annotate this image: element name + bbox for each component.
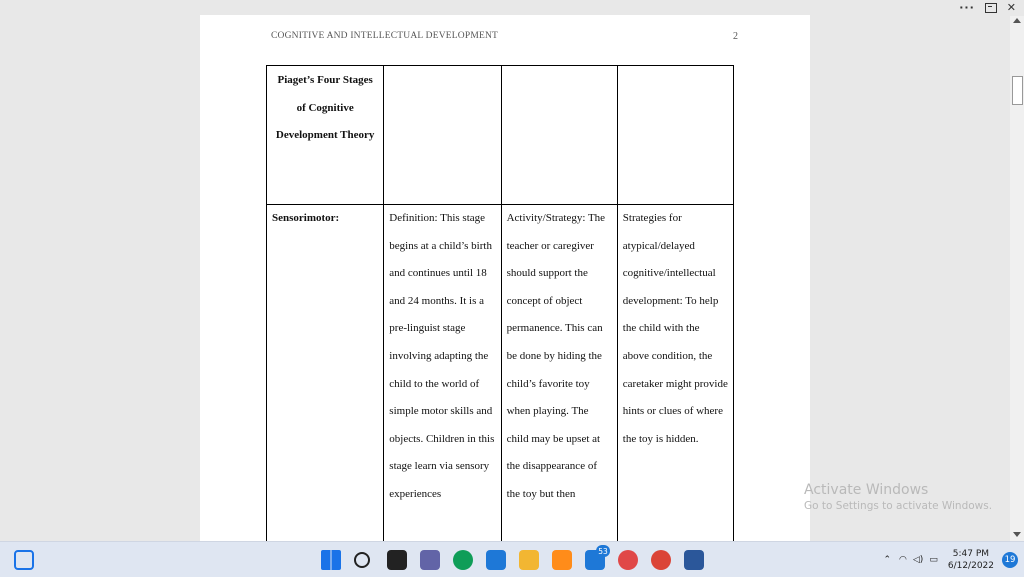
clock[interactable] bbox=[948, 548, 994, 572]
stage-name-cell[interactable]: Sensorimotor: bbox=[267, 205, 384, 542]
watermark-subtitle: Go to Settings to activate Windows. bbox=[804, 500, 993, 512]
activation-watermark bbox=[804, 482, 992, 512]
stages-table bbox=[266, 65, 734, 541]
volume-icon[interactable]: ◁) bbox=[912, 554, 924, 565]
activity-cell[interactable]: Activity/Strategy: The teacher or caregiver should support the concept of object permanence. This can be done by hiding the child’s favorite toy when playing. The child may be upset at the disappearance of the toy but then bbox=[501, 205, 617, 542]
definition-cell[interactable]: Definition: This stage begins at a child’s birth and continues until 18 and 24 months. It is a pre-linguist stage involving adapting the child to the world of simple motor skills and objects. Children in this stage learn via sensory experiences bbox=[384, 205, 501, 542]
paint-icon[interactable] bbox=[618, 550, 638, 570]
running-head: COGNITIVE AND INTELLECTUAL DEVELOPMENT bbox=[271, 31, 499, 41]
file-explorer-icon[interactable] bbox=[519, 550, 539, 570]
task-view-icon[interactable] bbox=[387, 550, 407, 570]
scroll-up-icon[interactable] bbox=[1013, 18, 1021, 23]
scroll-down-icon[interactable] bbox=[1013, 532, 1021, 537]
chevron-up-icon[interactable]: ⌃ bbox=[883, 554, 892, 565]
clock-time: 5:47 PM bbox=[952, 548, 990, 559]
notification-badge[interactable]: 19 bbox=[1002, 552, 1018, 568]
battery-icon[interactable]: ▭ bbox=[929, 554, 938, 565]
taskbar bbox=[0, 541, 1024, 577]
teams-chat-icon[interactable] bbox=[420, 550, 440, 570]
clock-date: 6/12/2022 bbox=[947, 560, 994, 571]
mail-badge: 53 bbox=[596, 545, 610, 557]
table-row bbox=[267, 205, 734, 542]
table-header-cell[interactable] bbox=[501, 66, 617, 205]
edge-icon[interactable] bbox=[453, 550, 473, 570]
watermark-title: Activate Windows bbox=[804, 482, 929, 498]
strategies-cell[interactable]: Strategies for atypical/delayed cognitive/intellectual development: To help the child with the above condition, the caretaker might provide hints or clues of where the toy is hidden. bbox=[617, 205, 733, 542]
table-header-cell[interactable] bbox=[617, 66, 733, 205]
page-number: 2 bbox=[733, 31, 738, 42]
table-header-cell[interactable]: Piaget’s Four Stages of Cognitive Development Theory bbox=[267, 66, 384, 205]
sublime-icon[interactable] bbox=[552, 550, 572, 570]
window-controls bbox=[959, 0, 1024, 16]
word-icon[interactable] bbox=[684, 550, 704, 570]
restore-icon[interactable] bbox=[985, 3, 997, 13]
document-page bbox=[200, 15, 810, 541]
chrome-icon[interactable] bbox=[651, 550, 671, 570]
vertical-scrollbar[interactable] bbox=[1010, 16, 1024, 541]
system-tray bbox=[883, 542, 1024, 577]
widgets-icon[interactable] bbox=[14, 550, 34, 570]
start-icon[interactable] bbox=[321, 550, 341, 570]
close-icon[interactable]: ✕ bbox=[1006, 1, 1016, 14]
store-icon[interactable] bbox=[486, 550, 506, 570]
wifi-icon[interactable]: ◠ bbox=[899, 554, 907, 565]
table-header-row bbox=[267, 66, 734, 205]
more-options-icon[interactable]: ··· bbox=[959, 1, 975, 14]
scrollbar-thumb[interactable] bbox=[1012, 76, 1023, 105]
search-icon[interactable] bbox=[354, 552, 370, 568]
table-header-cell[interactable] bbox=[384, 66, 501, 205]
